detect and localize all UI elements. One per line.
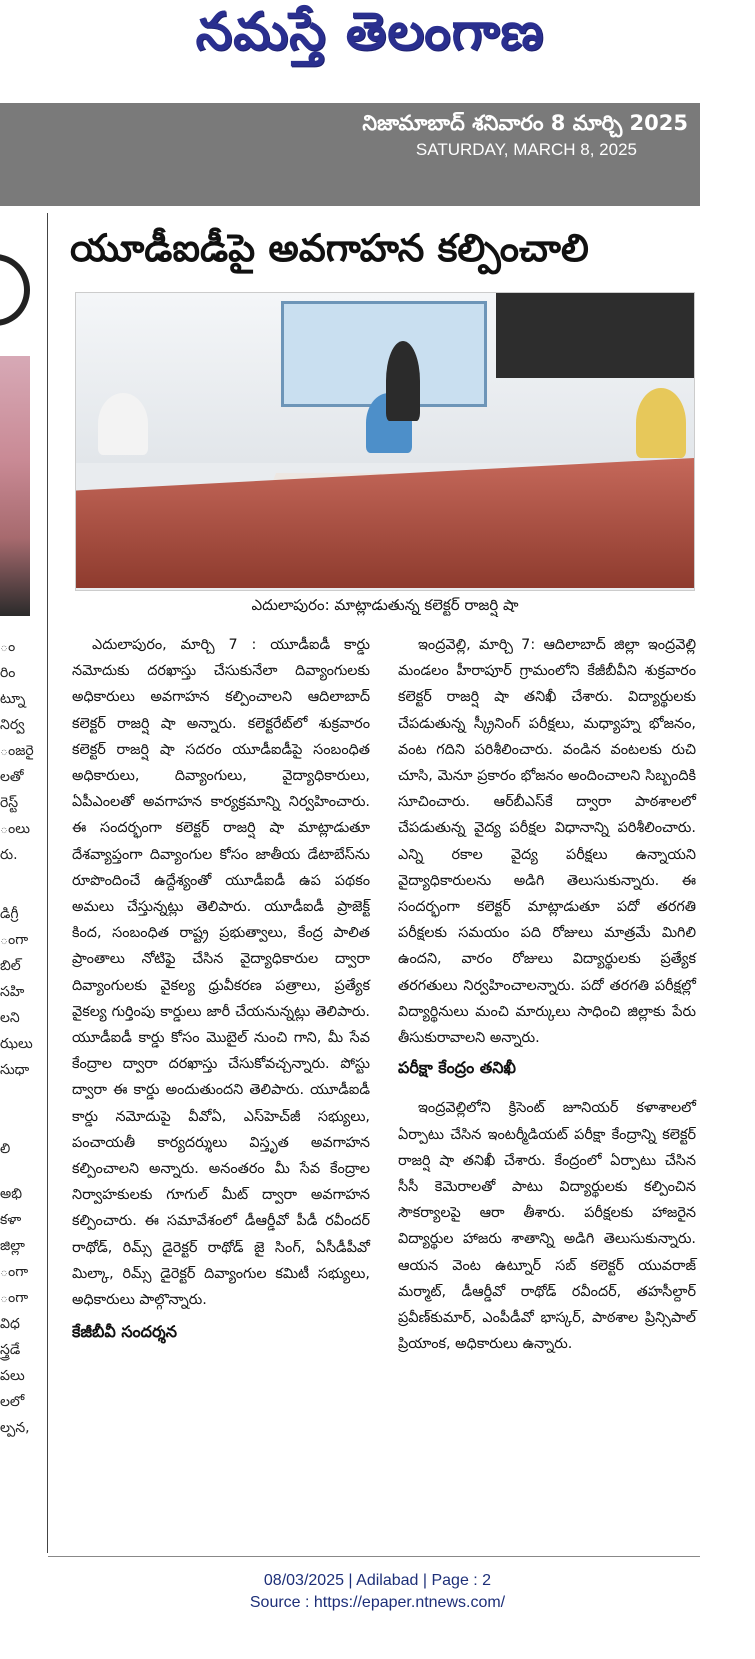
adjacent-text-fragment: లలో [0, 1394, 25, 1410]
body-paragraph: ఇంద్రవెల్లి, మార్చి 7: ఆదిలాబాద్ జిల్లా ఇంద్రవెల్లి మండలం హీరాపూర్ గ్రామంలోని కేజీబీవీని శుక్రవారం కలెక్టర్ రాజర్షి షా తనిఖీ చేశారు. విద్యార్థులకు చేపడుతున్న స్క్రీనింగ్ పరీక్షలు, మధ్యాహ్న భోజనం, వంట గదిని పరిశీలించారు. వండిన వంటలకు రుచి చూసి, మెనూ ప్రకారం భోజనం అందించాలని సిబ్బందికి సూచించారు. ఆర్‌బీఎస్‌కే ద్వారా పాఠశాలలో చేపడుతున్న వైద్య పరీక్షల విధానాన్ని పరిశీలించారు. ఎన్ని రకాల వైద్య పరీక్షలు ఉన్నాయని వైద్యాధికారులను అడిగి తెలుసుకున్నారు. ఈ సందర్భంగా కలెక్టర్ మాట్లాడుతూ పదో తరగతి పరీక్షలకు సమయం పది రోజులు మాత్రమే మిగిలి ఉందని, వారం రోజులు విద్యార్థులకు ప్రత్యేక తరగతులు నిర్వహించాలన్నారు. పదో తరగతి పరీక్షల్లో విద్యార్థినులు మంచి మార్కులు సాధించి జిల్లాకు పేరు తీసుకురావాలని అన్నారు. [398, 637, 696, 1047]
column-divider [47, 213, 48, 1553]
adjacent-text-fragment: ంగా [0, 932, 29, 948]
person-standing [386, 341, 420, 421]
body-paragraph: ఇంద్రవెల్లిలోని క్రిసెంట్ జూనియర్ కళాశాలలో ఏర్పాటు చేసిన ఇంటర్మీడియట్ పరీక్షా కేంద్రాన్ని కలెక్టర్ రాజర్షి షా తనిఖీ చేశారు. కేంద్రంలో ఏర్పాటు చేసిన సీసీ కెమెరాలతో పాటు విద్యార్థులకు కల్పించిన సౌకర్యాలపై ఆరా తీశారు. పరీక్షలకు హాజరైన విద్యార్థుల హాజరు శాతాన్ని అడిగి తెలుసుకున్నారు. ఆయన వెంట ఉట్నూర్ సబ్ కలెక్టర్ యువరాజ్ మర్మాట్, డీఆర్డీవో రాథోడ్ రవీందర్, తహసీల్దార్ ప్రవీణ్‌కుమార్, ఎంపీడీవో భాస్కర్, పాఠశాల ప్రిన్సిపాల్ ప్రియాంక, అధికారులు ఉన్నారు. [398, 1100, 696, 1353]
subheading-kgbv: కేజీబీవీ సందర్శన [72, 1322, 177, 1342]
adjacent-text-fragment: లి [0, 1141, 11, 1157]
date-english: SATURDAY, MARCH 8, 2025 [415, 140, 637, 159]
date-telugu: నిజామాబాద్ శనివారం 8 మార్చి 2025 [362, 111, 688, 135]
adjacent-text-fragment: సహి [0, 984, 25, 1000]
adjacent-text-fragment: జిల్లా [0, 1238, 25, 1254]
adjacent-text-fragment: ంలు [0, 821, 30, 837]
adjacent-text-fragment: ఝలు [0, 1036, 33, 1052]
adjacent-article-strip [0, 206, 48, 1556]
footer-date-page: 08/03/2025 | Adilabad | Page : 2 [263, 1572, 492, 1589]
adjacent-text-fragment: రిం [0, 665, 16, 681]
bottom-rule [48, 1556, 700, 1557]
adjacent-text-fragment: డిగ్రీ [0, 906, 19, 922]
masthead [0, 0, 755, 100]
subheading-exam-center: పరీక్షా కేంద్రం తనిఖీ [398, 1058, 516, 1078]
footer-source: Source : https://epaper.ntnews.com/ [249, 1594, 506, 1611]
person-left [98, 393, 148, 455]
adjacent-text-fragment: ట్నూ [0, 691, 26, 707]
adjacent-text-fragment: బిల్ [0, 958, 21, 974]
adjacent-text-fragment: రు. [0, 847, 18, 863]
photo-caption: ఎదులాపురం: మాట్లాడుతున్న కలెక్టర్ రాజర్షి షా [251, 596, 519, 614]
person-right [636, 388, 686, 458]
adjacent-text-fragment: విధ [0, 1316, 20, 1332]
article-headline: యూడీఐడీపై అవగాహన కల్పించాలి [70, 226, 589, 270]
adjacent-text-fragment: రెస్ట్ [0, 795, 19, 811]
adjacent-text-fragment: లని [0, 1010, 20, 1026]
adjacent-text-fragment: ల్పన, [0, 1420, 30, 1436]
partial-circle-graphic [0, 254, 30, 326]
conference-table [76, 458, 694, 588]
body-paragraph: ఎదులాపురం, మార్చి 7 : యూడీఐడీ కార్డు నమోదుకు దరఖాస్తు చేసుకునేలా దివ్యాంగులకు అధికారులు అవగాహన కల్పించాలని ఆదిలాబాద్ కలెక్టర్ రాజర్షి షా అన్నారు. కలెక్టరేట్‌లో శుక్రవారం కలెక్టర్ రాజర్షి షా సదరం యూడీఐడీపై సంబంధిత అధికారులు, దివ్యాంగులు, వైద్యాధికారులు, ఏపీఎంలతో అవగాహన కార్యక్రమాన్ని నిర్వహించారు. ఈ సందర్భంగా కలెక్టర్ రాజర్షి షా మాట్లాడుతూ దేశవ్యాప్తంగా దివ్యాంగుల కోసం జాతీయ డేటాబేస్‌ను రూపొందించే ఉద్దేశ్యంతో యూడీఐడీ ఉప పథకం అమలు చేస్తున్నట్లు తెలిపారు. యూడీఐడీ ప్రాజెక్ట్ కింద, సంబంధిత రాష్ట్ర ప్రభుత్వాలు, కేంద్ర పాలిత ప్రాంతాలు నోటిఫై చేసిన వైద్యాధికారుల ద్వారా దివ్యాంగులకు వైకల్య ధ్రువీకరణ పత్రాలు, ప్రత్యేక వైకల్య గుర్తింపు కార్డులు జారీ చేయనున్నట్లు తెలిపారు. యూడీఐడీ కార్డు కోసం మొబైల్ నుంచి గాని, మీ సేవ కేంద్రాల ద్వారా దరఖాస్తు చేసుకోవచ్చన్నారు. పోస్టు ద్వారా ఈ కార్డు అందుతుందని తెలిపారు. యూడీఐడీ కార్డు నమోదుపై వీవోఏ, ఎస్‌హెచ్‌జీ సభ్యులు, పంచాయతీ కార్యదర్శులు విస్తృత అవగాహన కల్పించాలని అన్నారు. అనంతరం మీ సేవ కేంద్రాల నిర్వాహకులకు గూగుల్ మీట్ ద్వారా అవగాహన కల్పించారు. ఈ సమావేశంలో డీఆర్డీవో పీడీ రవీందర్ రాథోడ్, రిమ్స్ డైరెక్టర్ రాథోడ్ జై సింగ్, ఏసీడీపీవో మిల్కా, రిమ్స్ డైరెక్టర్ దివ్యాంగుల కమిటీ సభ్యులు, అధికారులు పాల్గొన్నారు. [72, 637, 370, 1309]
newspaper-logo: నమస్తే తెలంగాణ [195, 2, 545, 62]
adjacent-text-fragment: ంగా [0, 1290, 29, 1306]
adjacent-text-fragment: పలు [0, 1368, 25, 1384]
adjacent-text-fragment: కళా [0, 1212, 22, 1228]
adjacent-photo [0, 356, 30, 616]
page-footer [0, 1570, 755, 1614]
adjacent-text-fragment: నిర్వ [0, 717, 25, 733]
adjacent-text-fragment: సుధా [0, 1062, 30, 1078]
adjacent-text-fragment: ంజరై [0, 743, 34, 759]
adjacent-text-fragment: లతో [0, 769, 24, 785]
meeting-photo [75, 292, 695, 591]
article-column-1 [72, 632, 370, 1349]
adjacent-text-fragment: ంగా [0, 1264, 29, 1280]
article-column-2 [398, 632, 696, 1357]
date-band [0, 103, 700, 206]
adjacent-text-fragment: అభి [0, 1186, 22, 1202]
video-screen [496, 293, 695, 378]
adjacent-text-fragment: స్త్రడే [0, 1342, 21, 1358]
adjacent-text-fragment: ం [0, 639, 16, 655]
wall-board [281, 301, 487, 407]
